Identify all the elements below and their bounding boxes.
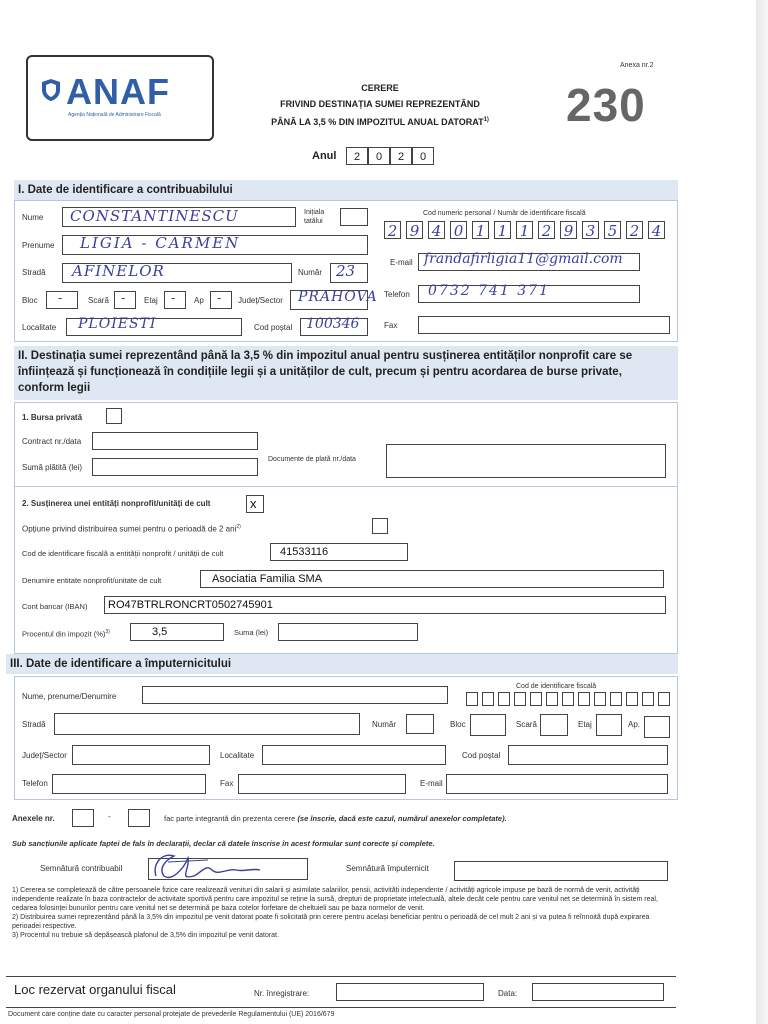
imp-fax-field[interactable] [238,774,406,794]
imp-cif-digit [642,692,654,706]
imp-cod-postal-field[interactable] [508,745,668,765]
cnp-digit: 1 [494,221,511,239]
section2-divider [14,486,678,487]
localitate-label: Localitate [22,323,57,332]
imp-nume-label: Nume, prenume/Denumire [22,692,117,701]
cnp-digit: 2 [626,221,643,239]
section2-title: II. Destinația sumei reprezentând până la 3,5 % din impozitul anual pentru susținerea entităților nonprofit care se înființează și funcționează în condițiile legii și a unităților de cult, precum și pentru acordarea de burse private, conform legii [14,346,678,400]
anexe-text: fac parte integrantă din prezenta cerere [164,814,296,823]
etaj-label: Etaj [144,296,158,305]
cnp-digit: 0 [450,221,467,239]
denumire-value: Asociatia Familia SMA [212,573,323,585]
imp-etaj-label: Etaj [578,720,592,729]
title-sup: 1) [483,117,489,123]
anexe-label: Anexele nr. [12,814,55,823]
imp-cif-digit [530,692,542,706]
anexe-text-wrap [164,814,507,823]
strada-value: AFINELOR [72,262,165,280]
judet-label: Județ/Sector [238,296,283,305]
email-label: E-mail [390,258,413,267]
imp-cif-digit [610,692,622,706]
judet-value: PRAHOVA [298,289,378,305]
declaratie: Sub sancțiunile aplicate faptei de fals în declarații, declar că datele înscrise în acest formular sunt corecte și complete. [12,839,435,848]
optiune-label: Opțiune privind distribuirea sumei pentru o perioadă de 2 ani [22,524,237,534]
scara-value: - [121,291,126,306]
title-line2: FRIVIND DESTINAȚIA SUMEI REPREZENTÂND [280,99,480,109]
signature-image [148,846,298,891]
cnp-digit: 1 [472,221,489,239]
cnp-digit: 9 [406,221,423,239]
procent-field[interactable] [130,623,224,641]
imp-localitate-label: Localitate [220,751,255,760]
imp-cif-field[interactable] [466,692,674,708]
imp-ap-label: Ap. [628,720,641,729]
numar-value: 23 [336,262,356,280]
procent-label-wrap [22,629,110,639]
cnp-digit: 3 [582,221,599,239]
suma-label: Suma (lei) [234,628,269,637]
shield-icon [41,78,61,102]
bloc-label: Bloc [22,296,38,305]
imp-ap-field[interactable] [644,716,670,738]
imp-strada-label: Stradă [22,720,46,729]
imp-telefon-field[interactable] [52,774,206,794]
form-number: 230 [566,79,646,131]
imp-email-field[interactable] [446,774,668,794]
strada-label: Stradă [22,268,46,277]
iban-label: Cont bancar (IBAN) [22,602,88,611]
bloc-value: - [58,291,63,306]
email-value: frandafirligia11@gmail.com [424,251,623,267]
contract-label: Contract nr./data [22,437,82,446]
anexe-italic: (se înscrie, dacă este cazul, numărul anexelor completate). [297,814,507,823]
imp-cif-label: Cod de identificare fiscală [516,683,597,690]
ap-value: - [217,291,222,306]
initiala-field[interactable] [340,208,368,226]
nr-inregistrare-field[interactable] [336,983,484,1001]
localitate-value: PLOIESTI [78,316,157,332]
anaf-logo [26,55,214,141]
nume-value: CONSTANTINESCU [70,207,239,225]
imp-bloc-label: Bloc [450,720,466,729]
year-digit: 2 [390,147,412,165]
footnote-1: 1) Cererea se completează de către persoanele fizice care realizează venituri din salarii și asimilate salariilor, pensii, activități independente / activități agricole impuse pe bază de normă de venit, activități independente realizate în baza contractelor de activitate sportivă pentru care impozitul se reține la sursă, drepturi de proprietate intelectuală, altele decât cele pentru care venitul net se determină în sistem real, cedarea folosinței bunurilor pentru care venitul net se determină pe baza cotelor forfetare de cheltuieli sau pe baza normelor de venit. [12,887,658,912]
year-label: Anul [312,150,337,162]
anexe-from-field[interactable] [72,809,94,827]
imp-etaj-field[interactable] [596,714,622,736]
imp-scara-label: Scară [516,720,537,729]
cnp-digit: 5 [604,221,621,239]
suma-platita-field[interactable] [92,458,258,476]
imp-cif-digit [498,692,510,706]
annex-label: Anexa nr.2 [620,62,654,69]
imp-cif-digit [482,692,494,706]
cnp-digit: 1 [516,221,533,239]
footnote-2: 2) Distribuirea sumei reprezentând până la 3,5% din impozitul pe venit datorat poate fi solicitată prin cerere pentru același beneficiar pentru o perioadă de cel mult 2 ani și va putea fi reînnoită după expirarea perioadei respective. [12,914,650,930]
nr-inregistrare-label: Nr. înregistrare: [254,989,310,998]
nume-label: Nume [22,213,44,222]
title-line3-wrap [250,112,510,130]
data-label: Data: [498,989,518,998]
cif-value: 41533116 [280,546,329,558]
footnote-3: 3) Procentul nu trebuie să depășească plafonul de 3,5% din impozitul pe venit datorat. [12,932,279,939]
imp-email-label: E-mail [420,779,443,788]
logo-text: ANAF [66,71,170,112]
imp-cif-digit [658,692,670,706]
prenume-value: LIGIA - CARMEN [80,234,241,252]
imp-fax-label: Fax [220,779,234,788]
cod-postal-label: Cod poștal [254,323,293,332]
imp-nume-field[interactable] [142,686,448,704]
anexe-to-field[interactable] [128,809,150,827]
cnp-label: Cod numeric personal / Număr de identificare fiscală [423,210,586,217]
cod-postal-value: 100346 [306,316,360,332]
fax-label: Fax [384,321,398,330]
anexe-dash: - [108,812,111,821]
imp-cif-digit [514,692,526,706]
suma-field[interactable] [278,623,418,641]
bursa-label: 1. Bursa privată [22,413,83,422]
data-field[interactable] [532,983,664,1001]
semnatura-contribuabil-label: Semnătură contribuabil [40,864,123,873]
etaj-value: - [171,291,176,306]
footer-divider [6,976,676,977]
imp-telefon-label: Telefon [22,779,48,788]
procent-sup: 3) [105,629,110,635]
semnatura-imputernicit-label: Semnătură împuternicit [346,864,429,873]
imp-cif-digit [466,692,478,706]
contract-field[interactable] [92,432,258,450]
optiune-label-wrap [22,524,241,534]
ap-label: Ap [194,296,204,305]
semnatura-imputernicit-field[interactable] [454,861,668,881]
year-digit: 0 [412,147,434,165]
iban-value: RO47BTRLRONCRT0502745901 [108,599,273,611]
procent-value: 3,5 [152,626,168,638]
documente-field[interactable] [386,444,666,478]
logo-subtitle: Agenția Națională de Administrare Fiscală [68,112,161,118]
footnotes [12,886,674,940]
imp-judet-label: Județ/Sector [22,751,67,760]
imp-cif-digit [546,692,558,706]
procent-label: Procentul din impozit (%) [22,629,106,639]
cif-label: Cod de identificare fiscală a entității nonprofit / unității de cult [22,549,224,558]
title-line1: CERERE [361,83,399,93]
year-field[interactable] [346,147,434,165]
denumire-label: Denumire entitate nonprofit/unitate de cult [22,576,162,585]
cnp-field[interactable] [384,221,674,241]
suma-platita-label: Sumă plătită (lei) [22,463,83,472]
cnp-digit: 2 [384,221,401,239]
imp-scara-field[interactable] [540,714,568,736]
imp-strada-field[interactable] [54,713,360,735]
initiala-label: Inițiala tatălui [304,209,325,225]
cnp-digit: 2 [538,221,555,239]
numar-label: Număr [298,268,323,277]
gdpr-note: Document care conține date cu caracter personal protejate de prevederile Regulamentului (UE) 2016/679 [8,1011,335,1018]
documente-label: Documente de plată nr./data [268,456,356,463]
prenume-label: Prenume [22,241,55,250]
title-line3: PÂNĂ LA 3,5 % DIN IMPOZITUL ANUAL DATORAT [271,117,484,127]
loc-rezervat: Loc rezervat organului fiscal [14,982,176,997]
imp-numar-label: Număr [372,720,397,729]
imp-cif-digit [562,692,574,706]
imp-cif-digit [578,692,590,706]
cnp-digit: 9 [560,221,577,239]
telefon-label: Telefon [384,290,410,299]
fax-field[interactable] [418,316,670,334]
imp-cif-digit [626,692,638,706]
bursa-checkbox[interactable] [106,408,122,424]
cnp-digit: 4 [648,221,665,239]
section1-title: I. Date de identificare a contribuabilului [14,180,678,200]
imp-numar-field[interactable] [406,714,434,734]
scara-label: Scară [88,296,109,305]
imp-cod-postal-label: Cod poștal [462,751,501,760]
section3-title: III. Date de identificare a împuternicitului [6,654,678,674]
telefon-value: 0732 741 371 [428,283,550,299]
sustinere-mark: x [250,496,257,511]
optiune-sup: 2) [236,524,241,530]
optiune-checkbox[interactable] [372,518,388,534]
year-digit: 0 [368,147,390,165]
footer-divider-2 [6,1007,676,1008]
imp-judet-field[interactable] [72,745,210,765]
sustinere-label: 2. Susținerea unei entități nonprofit/unități de cult [22,499,211,508]
imp-cif-digit [594,692,606,706]
cnp-digit: 4 [428,221,445,239]
year-digit: 2 [346,147,368,165]
form-title [250,80,510,130]
page-edge [756,0,768,1024]
imp-bloc-field[interactable] [470,714,506,736]
imp-localitate-field[interactable] [262,745,446,765]
